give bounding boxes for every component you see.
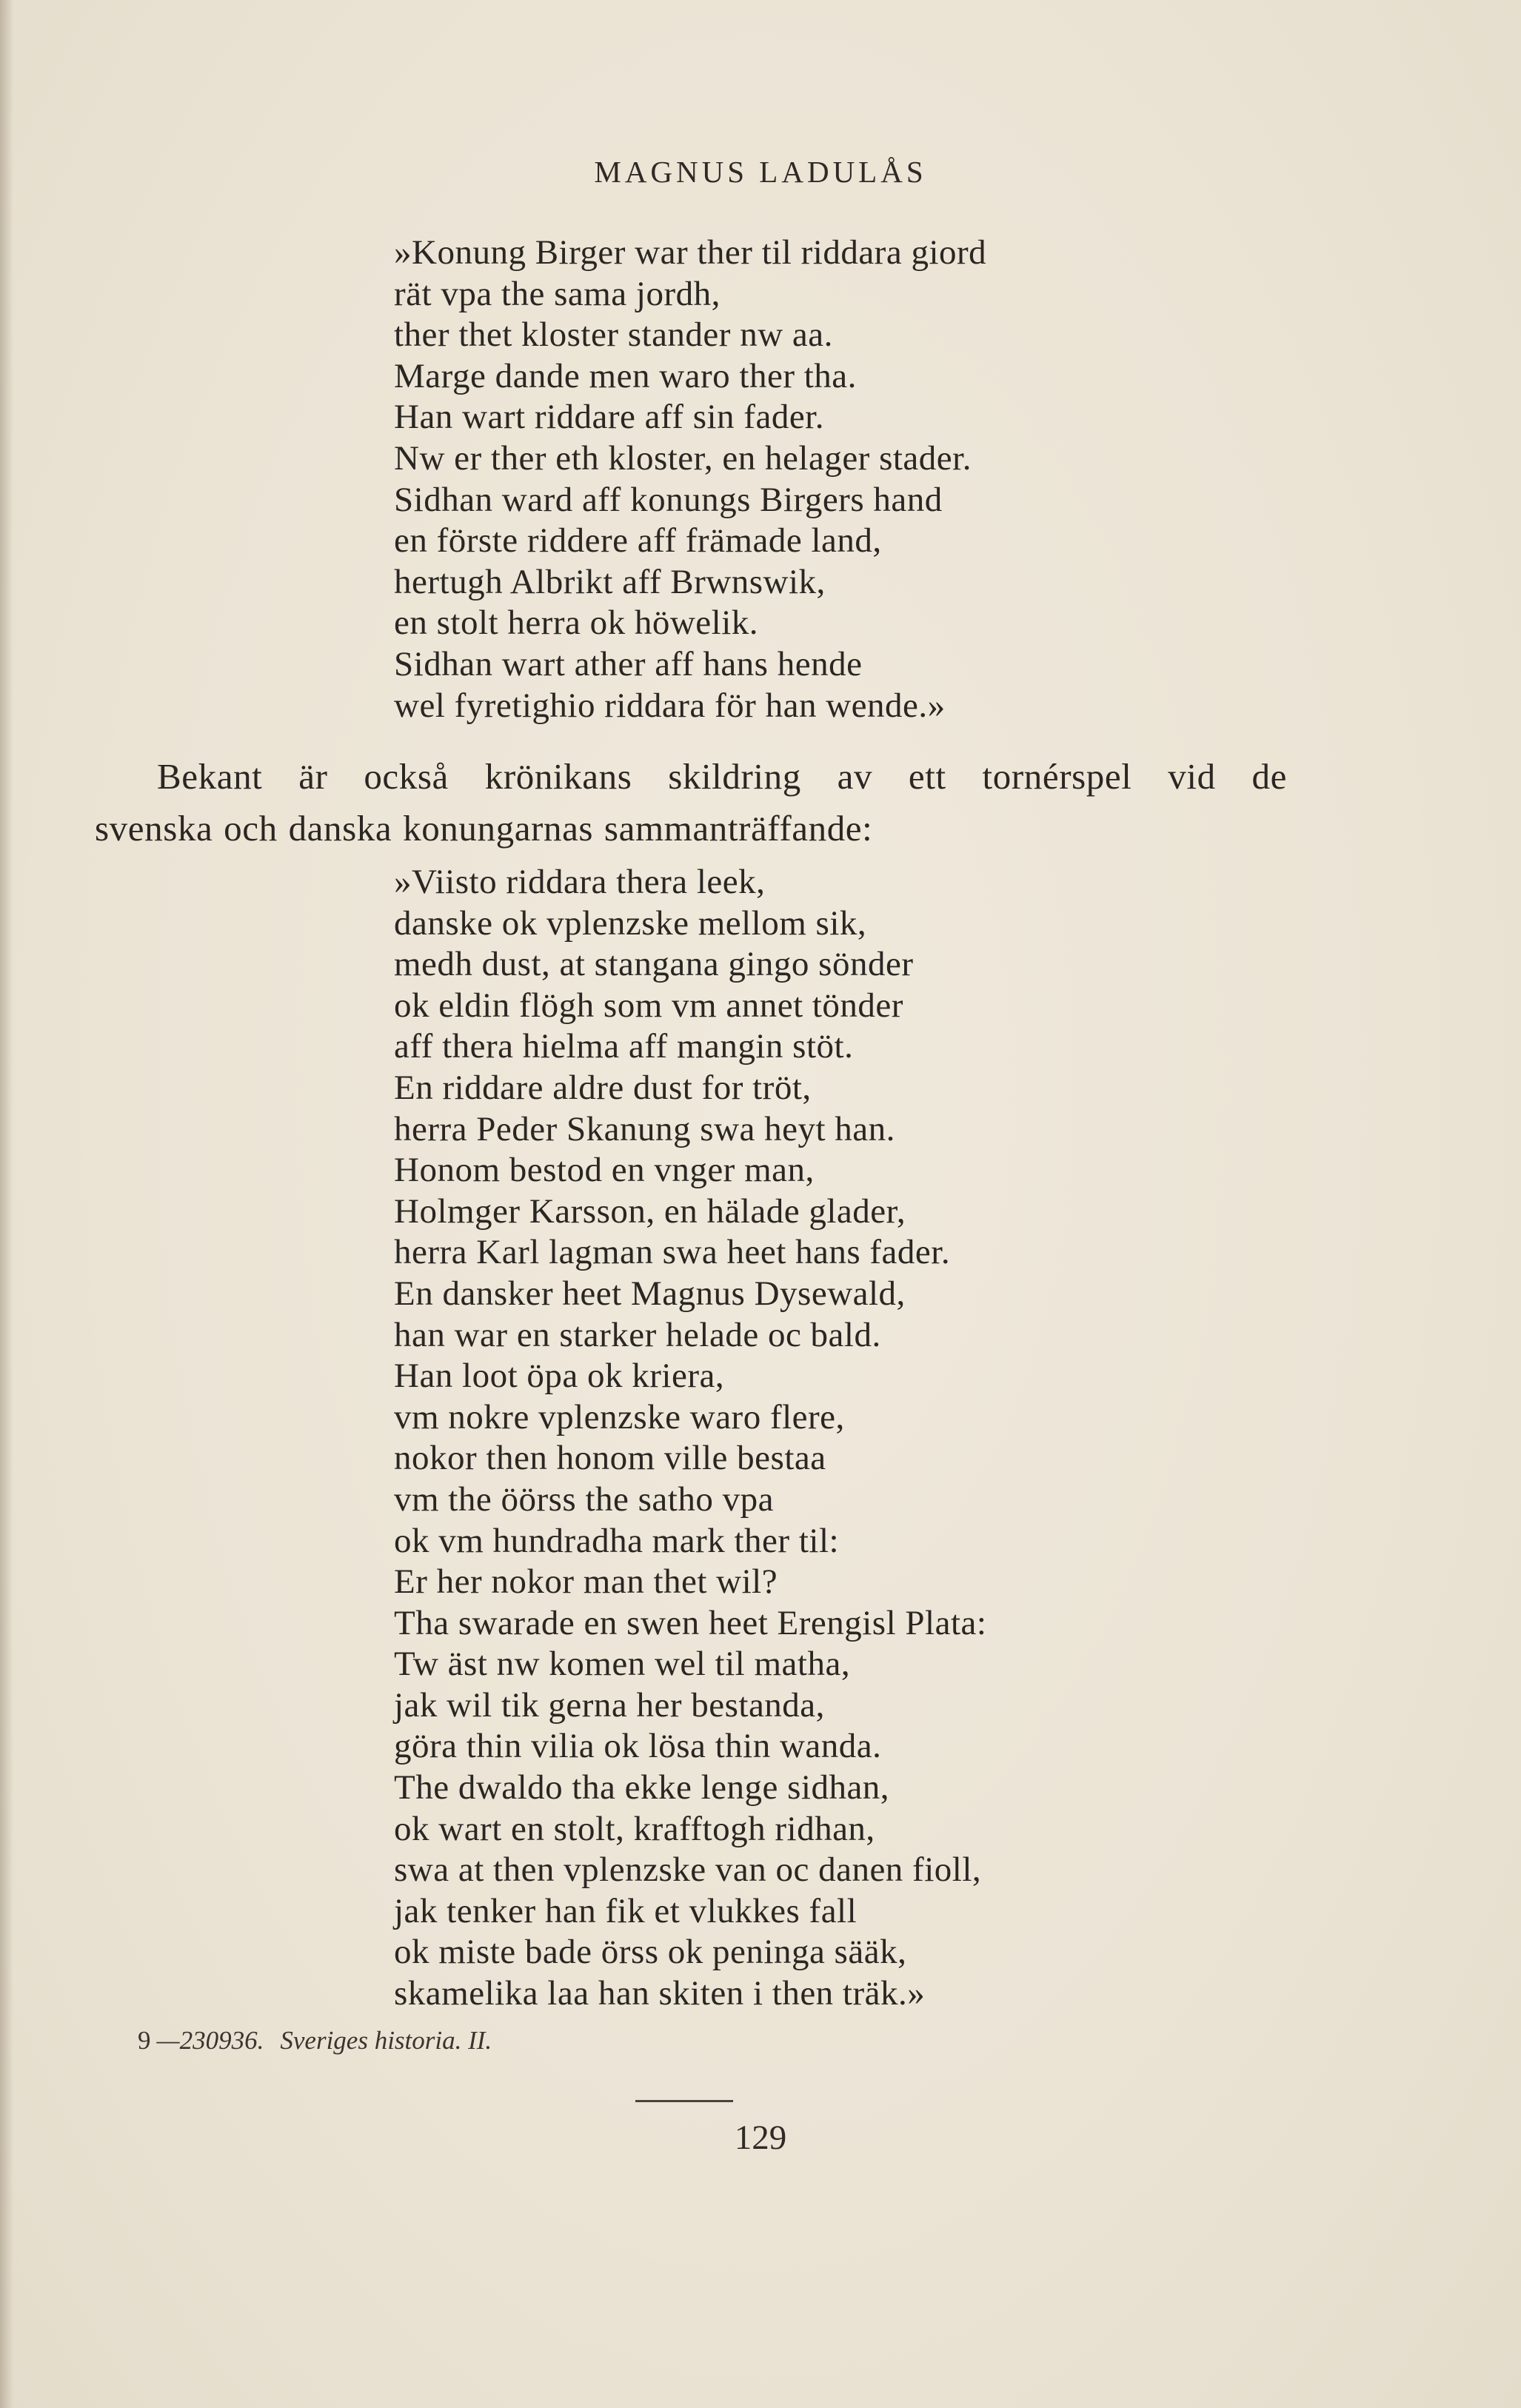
verse-line: aff thera hielma aff mangin stöt.: [394, 1027, 854, 1066]
verse-line: swa at then vplenzske van oc danen fioll,: [394, 1850, 982, 1890]
verse-line: en förste riddere aff främade land,: [394, 521, 882, 561]
verse-line: danske ok vplenzske mellom sik,: [394, 903, 867, 943]
verse-line: herra Karl lagman swa heet hans fader.: [394, 1233, 951, 1272]
prose-paragraph: [95, 751, 1287, 854]
prose-line: Bekant är också krönikans skildring av ett tornérspel vid de: [157, 756, 1287, 797]
verse-line: ok wart en stolt, krafftogh ridhan,: [394, 1809, 875, 1848]
verse-block-tornerspel: [394, 862, 986, 2015]
verse-line: herra Peder Skanung swa heyt han.: [394, 1109, 895, 1148]
verse-line: ok vm hundradha mark ther til:: [394, 1521, 840, 1560]
verse-line: »Konung Birger war ther til riddara giord: [394, 233, 987, 272]
verse-line: medh dust, at stangana gingo sönder: [394, 945, 914, 984]
verse-line: göra thin vilia ok lösa thin wanda.: [394, 1727, 882, 1766]
verse-line: en stolt herra ok höwelik.: [394, 603, 759, 643]
verse-line: Sidhan ward aff konungs Birgers hand: [394, 480, 943, 519]
page-number: 129: [734, 2118, 787, 2157]
verse-line: vm nokre vplenzske waro flere,: [394, 1397, 845, 1437]
verse-line: En dansker heet Magnus Dysewald,: [394, 1274, 906, 1313]
verse-line: rät vpa the sama jordh,: [394, 274, 721, 313]
verse-line: hertugh Albrikt aff Brwnswik,: [394, 562, 826, 601]
verse-line: The dwaldo tha ekke lenge sidhan,: [394, 1768, 890, 1807]
verse-line: Honom bestod en vnger man,: [394, 1151, 815, 1190]
verse-line: wel fyretighio riddara för han wende.»: [394, 686, 946, 725]
verse-line: ok eldin flögh som vm annet tönder: [394, 986, 903, 1025]
verse-line: Tw äst nw komen wel til matha,: [394, 1645, 851, 1684]
verse-line: jak wil tik gerna her bestanda,: [394, 1685, 825, 1725]
spine-shadow: [0, 0, 13, 2408]
running-head: MAGNUS LADULÅS: [594, 155, 927, 189]
verse-line: Han loot öpa ok kriera,: [394, 1357, 725, 1396]
verse-line: jak tenker han fik et vlukkes fall: [394, 1891, 858, 1930]
verse-line: Nw er ther eth kloster, en helager stader.: [394, 438, 972, 478]
signature-code: —230936.: [156, 2026, 264, 2055]
verse-line: ther thet kloster stander nw aa.: [394, 315, 833, 355]
verse-line: Han wart riddare aff sin fader.: [394, 398, 824, 437]
printer-signature: [138, 2026, 492, 2056]
verse-line: han war en starker helade oc bald.: [394, 1315, 881, 1354]
verse-line: Marge dande men waro ther tha.: [394, 356, 857, 395]
verse-line: Tha swarade en swen heet Erengisl Plata:: [394, 1603, 987, 1642]
footer-rule: [635, 2100, 733, 2102]
verse-line: skamelika laa han skiten i then träk.»: [394, 1974, 926, 2013]
verse-line: »Viisto riddara thera leek,: [394, 863, 766, 901]
verse-block-konung-birger: [394, 233, 986, 726]
signature-title: Sveriges historia. II.: [280, 2026, 492, 2055]
verse-line: Er her nokor man thet wil?: [394, 1562, 778, 1602]
verse-line: ok miste bade örss ok peninga sääk,: [394, 1933, 907, 1972]
prose-line: svenska och danska konungarnas sammanträffande:: [95, 808, 873, 849]
verse-line: nokor then honom ville bestaa: [394, 1439, 826, 1478]
verse-line: Sidhan wart ather aff hans hende: [394, 644, 863, 683]
signature-number: 9: [138, 2026, 151, 2055]
verse-line: Holmger Karsson, en hälade glader,: [394, 1191, 906, 1231]
verse-line: vm the öörss the satho vpa: [394, 1479, 774, 1519]
verse-line: En riddare aldre dust for tröt,: [394, 1068, 812, 1107]
